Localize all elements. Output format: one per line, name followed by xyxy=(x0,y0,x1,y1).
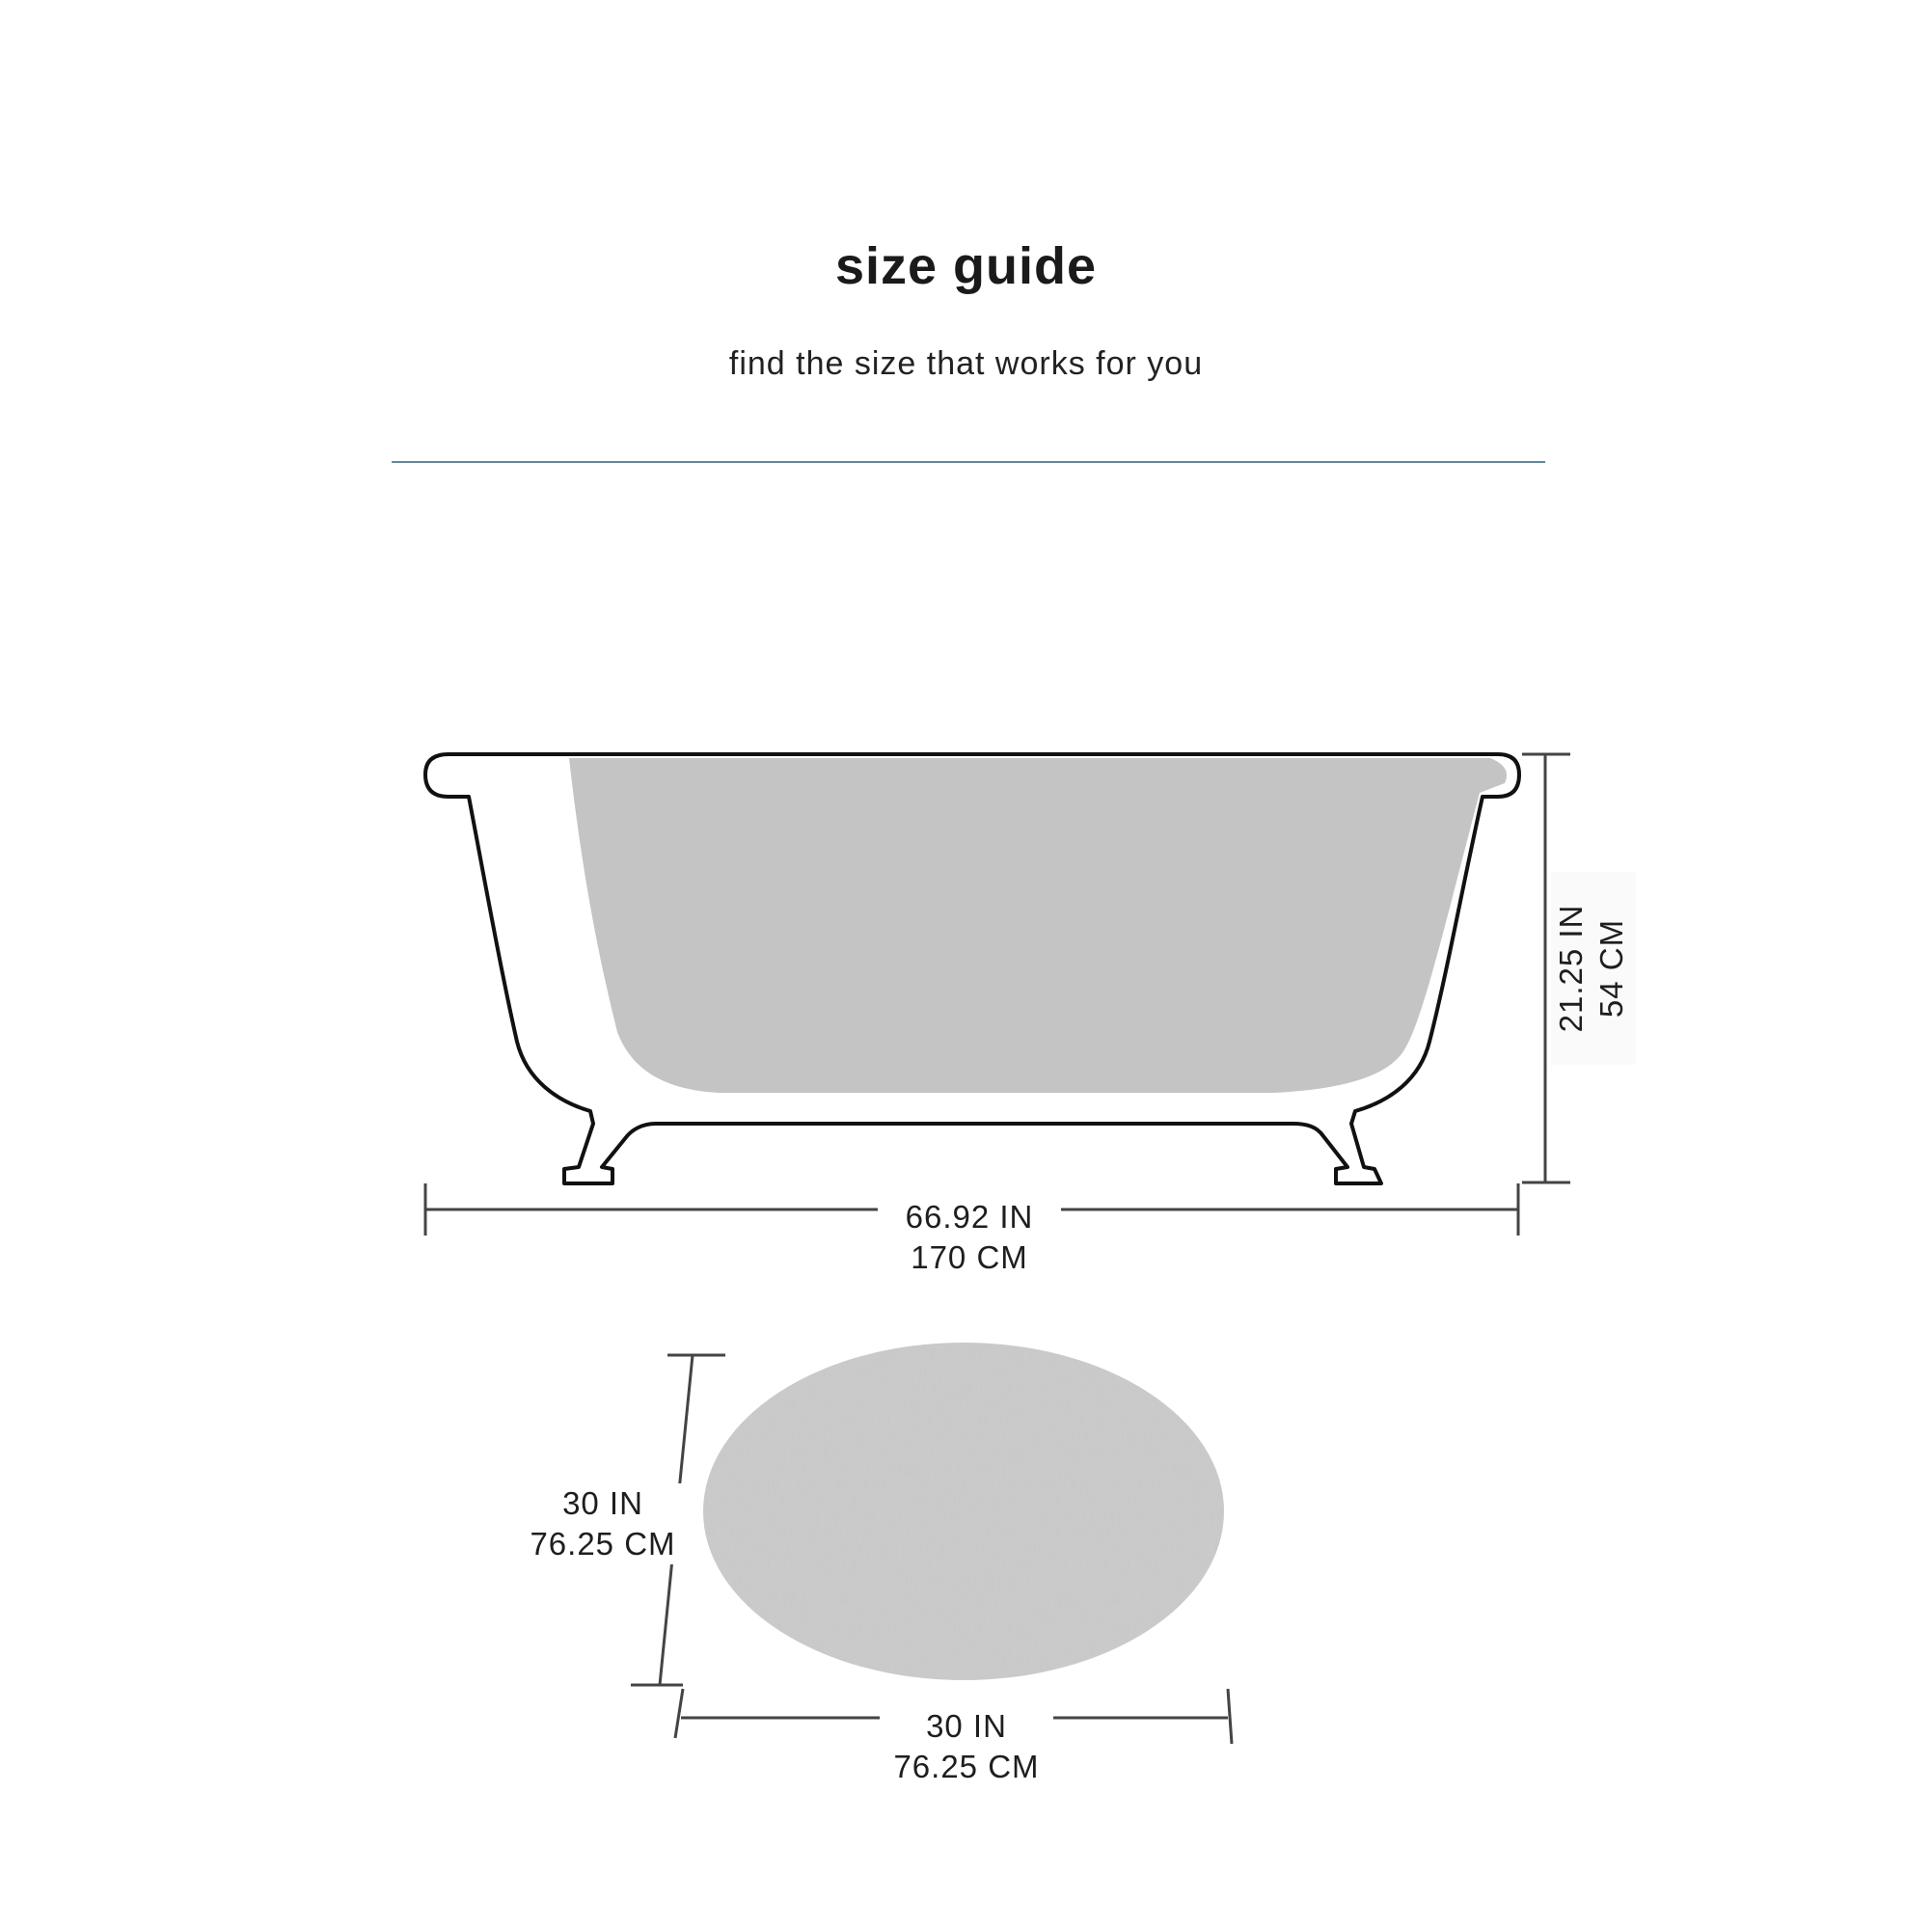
bathtub-height-in: 21.25 IN xyxy=(1553,904,1589,1033)
bathtub-width-cm: 170 CM xyxy=(911,1239,1028,1275)
mat-depth-label xyxy=(516,1483,690,1564)
bathtub-height-label xyxy=(1551,872,1636,1065)
mat-depth-in: 30 IN xyxy=(562,1485,643,1521)
mat-width-cm: 76.25 CM xyxy=(893,1749,1040,1784)
bath-mat xyxy=(703,1343,1224,1680)
mat-width-in: 30 IN xyxy=(926,1708,1007,1744)
bathtub-width-in: 66.92 IN xyxy=(905,1199,1034,1235)
page-title: size guide xyxy=(834,237,1098,295)
page-subtitle: find the size that works for you xyxy=(728,345,1204,382)
bathtub-height-cm: 54 CM xyxy=(1593,918,1629,1019)
mat-depth-cm: 76.25 CM xyxy=(530,1526,676,1562)
bathtub-width-label xyxy=(878,1197,1061,1278)
bathtub-interior xyxy=(569,758,1507,1093)
mat-width-label xyxy=(880,1706,1053,1787)
